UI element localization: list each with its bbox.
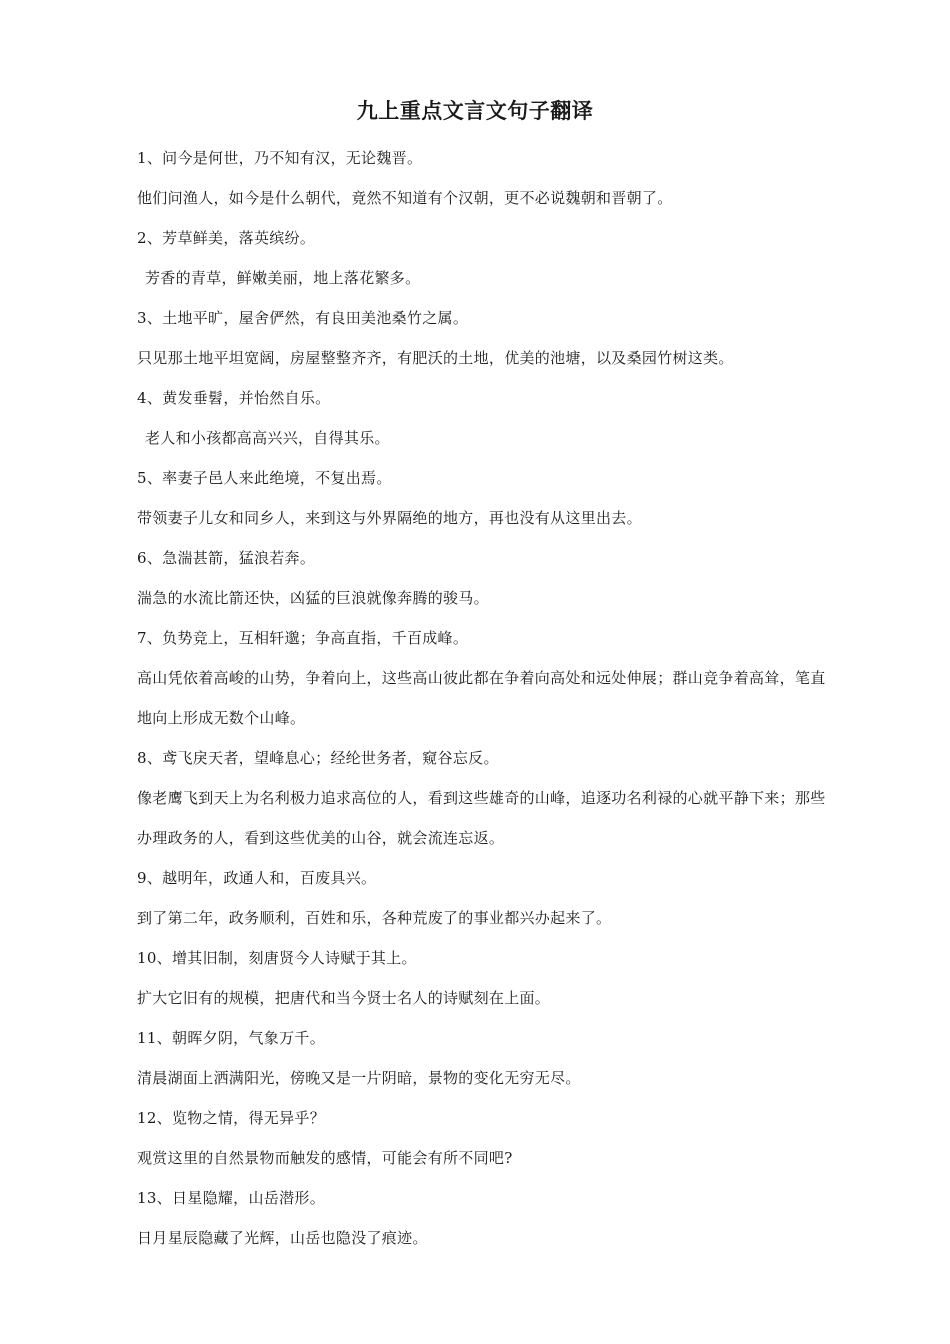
translation-1: 他们问渔人，如今是什么朝代，竟然不知道有个汉朝，更不必说魏朝和晋朝了。 bbox=[137, 189, 673, 207]
translation-7: 高山凭依着高峻的山势，争着向上，这些高山彼此都在争着向高处和远处伸展；群山竞争着高耸，笔直地向上形成无数个山峰。 bbox=[137, 669, 826, 727]
document-title: 九上重点文言文句子翻译 bbox=[356, 99, 594, 123]
translation-6: 湍急的水流比箭还快，凶猛的巨浪就像奔腾的骏马。 bbox=[137, 589, 489, 607]
translation-8: 像老鹰飞到天上为名利极力追求高位的人，看到这些雄奇的山峰，追逐功名利禄的心就平静下来；那些办理政务的人，看到这些优美的山谷，就会流连忘返。 bbox=[137, 789, 826, 847]
source-sentence-8: 8、鸢飞戾天者，望峰息心；经纶世务者，窥谷忘反。 bbox=[137, 749, 499, 767]
translation-3: 只见那土地平坦宽阔，房屋整整齐齐，有肥沃的土地，优美的池塘，以及桑园竹树这类。 bbox=[137, 349, 734, 367]
source-sentence-7: 7、负势竞上，互相轩邈；争高直指，千百成峰。 bbox=[137, 629, 469, 647]
translation-2: 芳香的青草，鲜嫩美丽，地上落花繁多。 bbox=[145, 269, 421, 287]
translation-4: 老人和小孩都高高兴兴，自得其乐。 bbox=[145, 429, 390, 447]
translation-5: 带领妻子儿女和同乡人，来到这与外界隔绝的地方，再也没有从这里出去。 bbox=[137, 509, 642, 527]
source-sentence-5: 5、率妻子邑人来此绝境，不复出焉。 bbox=[137, 469, 392, 487]
source-sentence-2: 2、芳草鲜美，落英缤纷。 bbox=[137, 229, 316, 247]
source-sentence-10: 10、增其旧制，刻唐贤今人诗赋于其上。 bbox=[137, 949, 417, 967]
source-sentence-6: 6、急湍甚箭，猛浪若奔。 bbox=[137, 549, 316, 567]
source-sentence-12: 12、览物之情，得无异乎？ bbox=[137, 1109, 325, 1127]
translation-10: 扩大它旧有的规模，把唐代和当今贤士名人的诗赋刻在上面。 bbox=[137, 989, 551, 1007]
translation-13: 日月星辰隐藏了光辉，山岳也隐没了痕迹。 bbox=[137, 1229, 428, 1247]
source-sentence-3: 3、土地平旷，屋舍俨然，有良田美池桑竹之属。 bbox=[137, 309, 469, 327]
source-sentence-9: 9、越明年，政通人和，百废具兴。 bbox=[137, 869, 377, 887]
translation-11: 清晨湖面上洒满阳光，傍晚又是一片阴暗，景物的变化无穷无尽。 bbox=[137, 1069, 581, 1087]
source-sentence-11: 11、朝晖夕阴，气象万千。 bbox=[137, 1029, 325, 1047]
source-sentence-1: 1、问今是何世，乃不知有汉，无论魏晋。 bbox=[137, 149, 423, 167]
source-sentence-13: 13、日星隐耀，山岳潜形。 bbox=[137, 1189, 325, 1207]
source-sentence-4: 4、黄发垂髫，并怡然自乐。 bbox=[137, 389, 331, 407]
document-body bbox=[137, 138, 827, 1258]
translation-12: 观赏这里的自然景物而触发的感情，可能会有所不同吧? bbox=[137, 1149, 513, 1167]
translation-9: 到了第二年，政务顺利，百姓和乐，各种荒废了的事业都兴办起来了。 bbox=[137, 909, 612, 927]
